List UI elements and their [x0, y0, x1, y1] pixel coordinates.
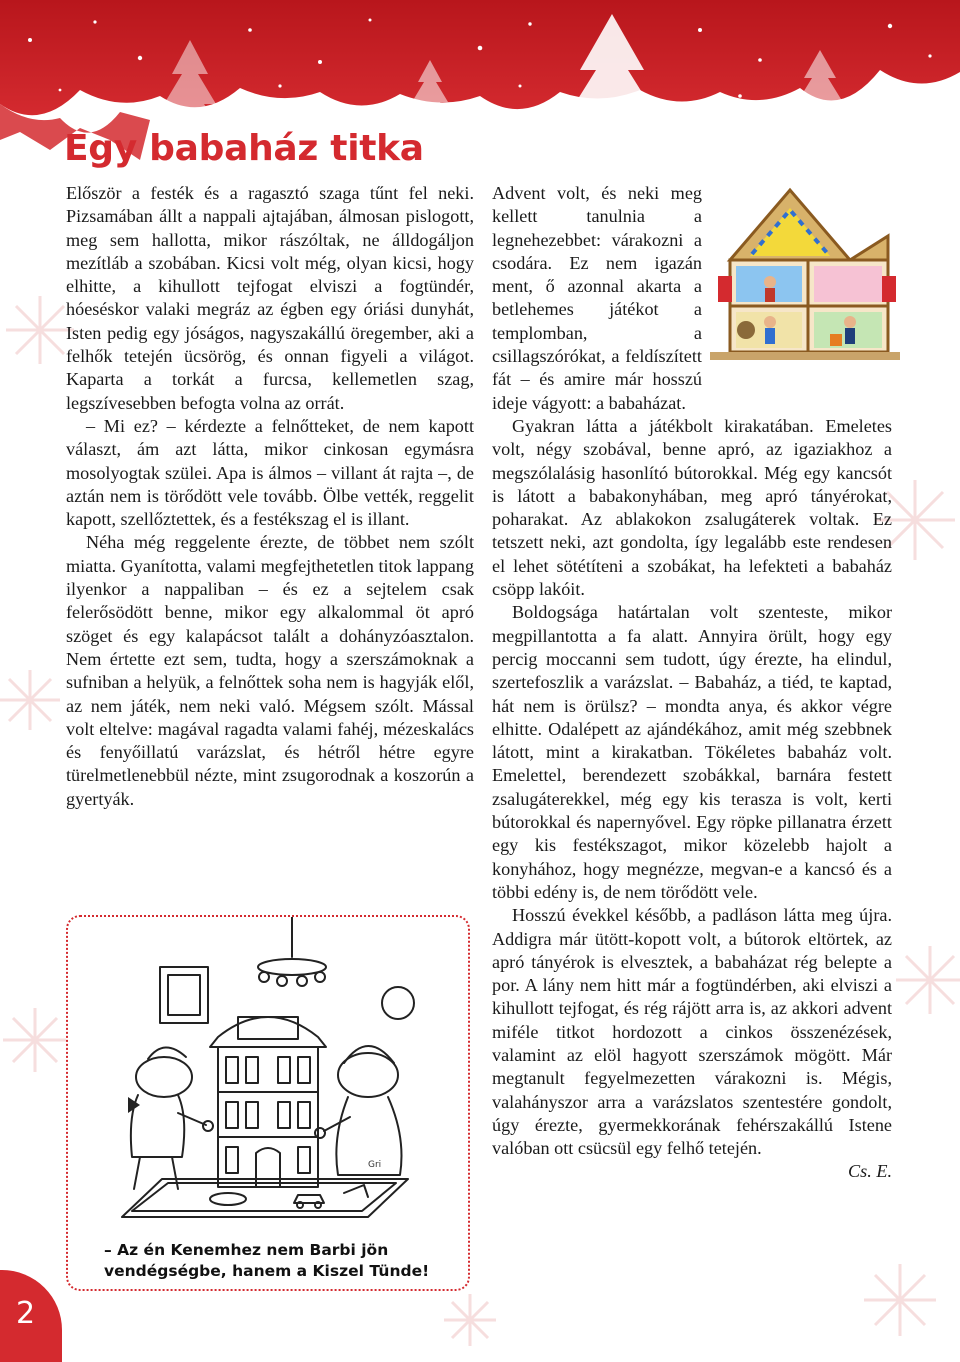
paragraph: Először a festék és a ragasztó szaga tűnt fel neki. Pizsamában állt a nappali ajtajában, álmosan pislogott, meg sem hallotta, mikor rászóltak, ne álldogáljon mezítláb a szobában. Kicsi volt még, olyan kicsi, hogy elhitte, a kihullott tejfogat elviszi a fogtündér, hóeséskor valaki megráz az égben egy óriási dunyhát, Isten pedig egy jóságos, nagyszakállú öregember, aki a felhők tetején ücsörög, és onnan figyeli a világot. Kaparta a torkát a furcsa, kellemetlen szag, legszívesebben befogta volna az orrát. [66, 183, 474, 413]
cartoonist-signature: Gri [368, 1160, 382, 1170]
article-column-left [66, 182, 474, 811]
article-column-right [492, 182, 892, 1184]
dollhouse-photo [710, 182, 900, 372]
cartoon-caption: – Az én Kenemhez nem Barbi jön vendégségbe, hanem a Kiszel Tünde! [104, 1241, 430, 1280]
paragraph: Néha még reggelente érezte, de többet nem szólt miatta. Gyanította, valami megfejthetetlen titok lappang ilyenkor a nappaliban – és ez a sejtelem csak felerősödött benne, mikor egy alkalommal öt apró szöget és egy kalapácsot talált a dohányzóasztalon. Nem értette ezt sem, tudta, hogy a szerszámoknak a sufniban a helyük, a felnőttek soha nem is hagyják elől, az nem játék, nem neki való. Mégsem szólt. Mással volt eltelve: magával ragadta valami fahéj, mézeskalács és fenyőillatú varázslat, és hétről hétre egyre türelmetlenebbül nézte, mint zsugorodnak a koszorún a gyertyák. [66, 532, 474, 809]
paragraph: – Mi ez? – kérdezte a felnőtteket, de nem kapott választ, ám azt látta, mikor cinkosan egymásra mosolyogtak szülei. Apa is álmos – villant át rajta –, de aztán nem is törődött vele tovább. Ölbe vették, reggelit kapott, szellőztettek, és a festékszag el is illant. [66, 415, 474, 530]
paragraph: Advent volt, és neki meg kellett tanulnia a legnehezebbet: várakozni a csodára. Ez nem igazán ment, ő azonnal akarta a betlehemes játékot a templomban, a csillagszórókat, a feldíszített fát – és amire már hosszú ideje vágyott: a babaházat. [492, 183, 702, 413]
paragraph: Boldogsága határtalan volt szenteste, mikor megpillantotta a fa alatt. Annyira örült, hogy egy percig moccanni sem tudott, úgy érezte, ha elindul, szertefoszlik a varázslat. – Babaház, a tiéd, te kaptad, hát nem is örülsz? – mondta anya, és akkor végre elhitte. Odalépett az ajándékához, amit még szebbnek látott, mint a kirakatban. Tökéletes babaház volt. Emelettel, berendezett szobákkal, barnára festett zsalugáterekkel, még egy kis terasza is volt, kerti bútorokkal és napernyővel. Egy röpke pillanatra érzett egy kis festékszagot, mikor közelebb hajolt a konyhához, hogy megnézze, megvan-e a kancsó és a többi edény is, de nem törődött vele. [492, 602, 892, 902]
page-number: 2 [16, 1296, 36, 1331]
cartoon-frame [66, 915, 470, 1291]
author-signature: Cs. E. [848, 1161, 892, 1182]
paragraph: Hosszú évekkel később, a padláson látta meg újra. Addigra már ütött-kopott volt, a bútorok eltörtek, az apró tányérok is elvesztek, a babaházat rég belepte a por. A lány nem hitt már a fogtündérben, aki elviszi a kihullott tejfogat, és rég rájött arra is, az akkori advent miféle titkot hordozott a cinkos összenézések, valamint az elöl hagyott szerszámok mögött. Már megtanult fegyelmezetten várakozni is. Mégis, valahányszor arra a varázslatos szentestére gondolt, úgy érezte, gyermekkorának fehérszakállú Istene valóban ott csücsül egy felhő tetején. [492, 905, 892, 1159]
cartoon-illustration [68, 917, 468, 1289]
paragraph: Gyakran látta a játékbolt kirakatában. Emeletes volt, négy szobával, benne apró, az igaziakhoz a megszólalásig hasonlító bútorokkal. Még egy kancsót is látott a babakonyhában, meg apró tányérokat, poharakat. Az ablakokon zsalugáterek voltak. Ez tetszett neki, azt gondolta, így legalább este rendesen el lehet sötétíteni a szobákat, ha lefekteti a babaház csöpp lakóit. [492, 415, 892, 600]
article-title: Egy babaház titka [64, 128, 424, 169]
